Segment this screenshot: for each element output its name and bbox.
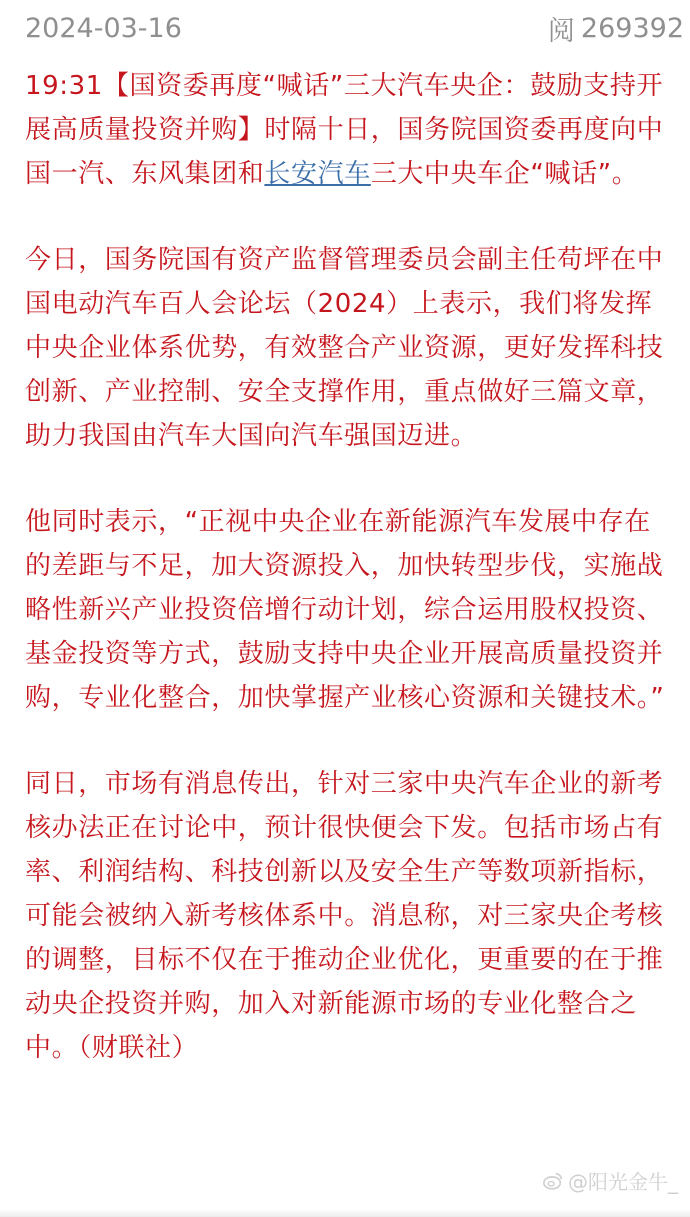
paragraph-1: [25, 64, 675, 196]
paragraph-3: 他同时表示，“正视中央企业在新能源汽车发展中存在的差距与不足，加大资源投入，加快转型步伐，实施战略性新兴产业投资倍增行动计划，综合运用股权投资、基金投资等方式，鼓励支持中央企业开展高质量投资并购，专业化整合，加快掌握产业核心资源和关键技术。”: [25, 507, 665, 713]
weibo-icon: [542, 1170, 564, 1192]
article-body: [25, 64, 675, 1070]
views-number: 269392: [580, 12, 684, 44]
paragraph-2: 今日，国务院国有资产监督管理委员会副主任苟坪在中国电动汽车百人会论坛（2024）上表示，我们将发挥中央企业体系优势，有效整合产业资源，更好发挥科技创新、产业控制、安全支撑作用，重点做好三篇文章，助力我国由汽车大国向汽车强国迈进。: [25, 245, 664, 451]
paragraph-1-lead: 19:31【国资委再度“喊话”三大汽车央企：鼓励支持开展高质量投资并购】时隔十日，国务院国资委再度向中国一汽、东风集团和: [25, 71, 664, 189]
views-label: 阅: [547, 15, 575, 47]
view-count: [548, 9, 684, 48]
stock-link-changan[interactable]: 长安汽车: [264, 159, 371, 189]
paragraph-4: 同日，市场有消息传出，针对三家中央汽车企业的新考核办法正在讨论中，预计很快便会下发。包括市场占有率、利润结构、科技创新以及安全生产等数项新指标，可能会被纳入新考核体系中。消息称，对三家央企考核的调整，目标不仅在于推动企业优化，更重要的在于推动央企投资并购，加入对新能源市场的专业化整合之中。（财联社）: [25, 769, 664, 1063]
paragraph-1-tail: 三大中央车企“喊话”。: [370, 159, 639, 189]
watermark: [542, 1166, 678, 1195]
bottom-edge: [0, 1209, 690, 1217]
post-date: 2024-03-16: [25, 12, 182, 44]
watermark-text: @阳光金牛_: [568, 1170, 678, 1194]
meta-bar: [25, 8, 684, 48]
